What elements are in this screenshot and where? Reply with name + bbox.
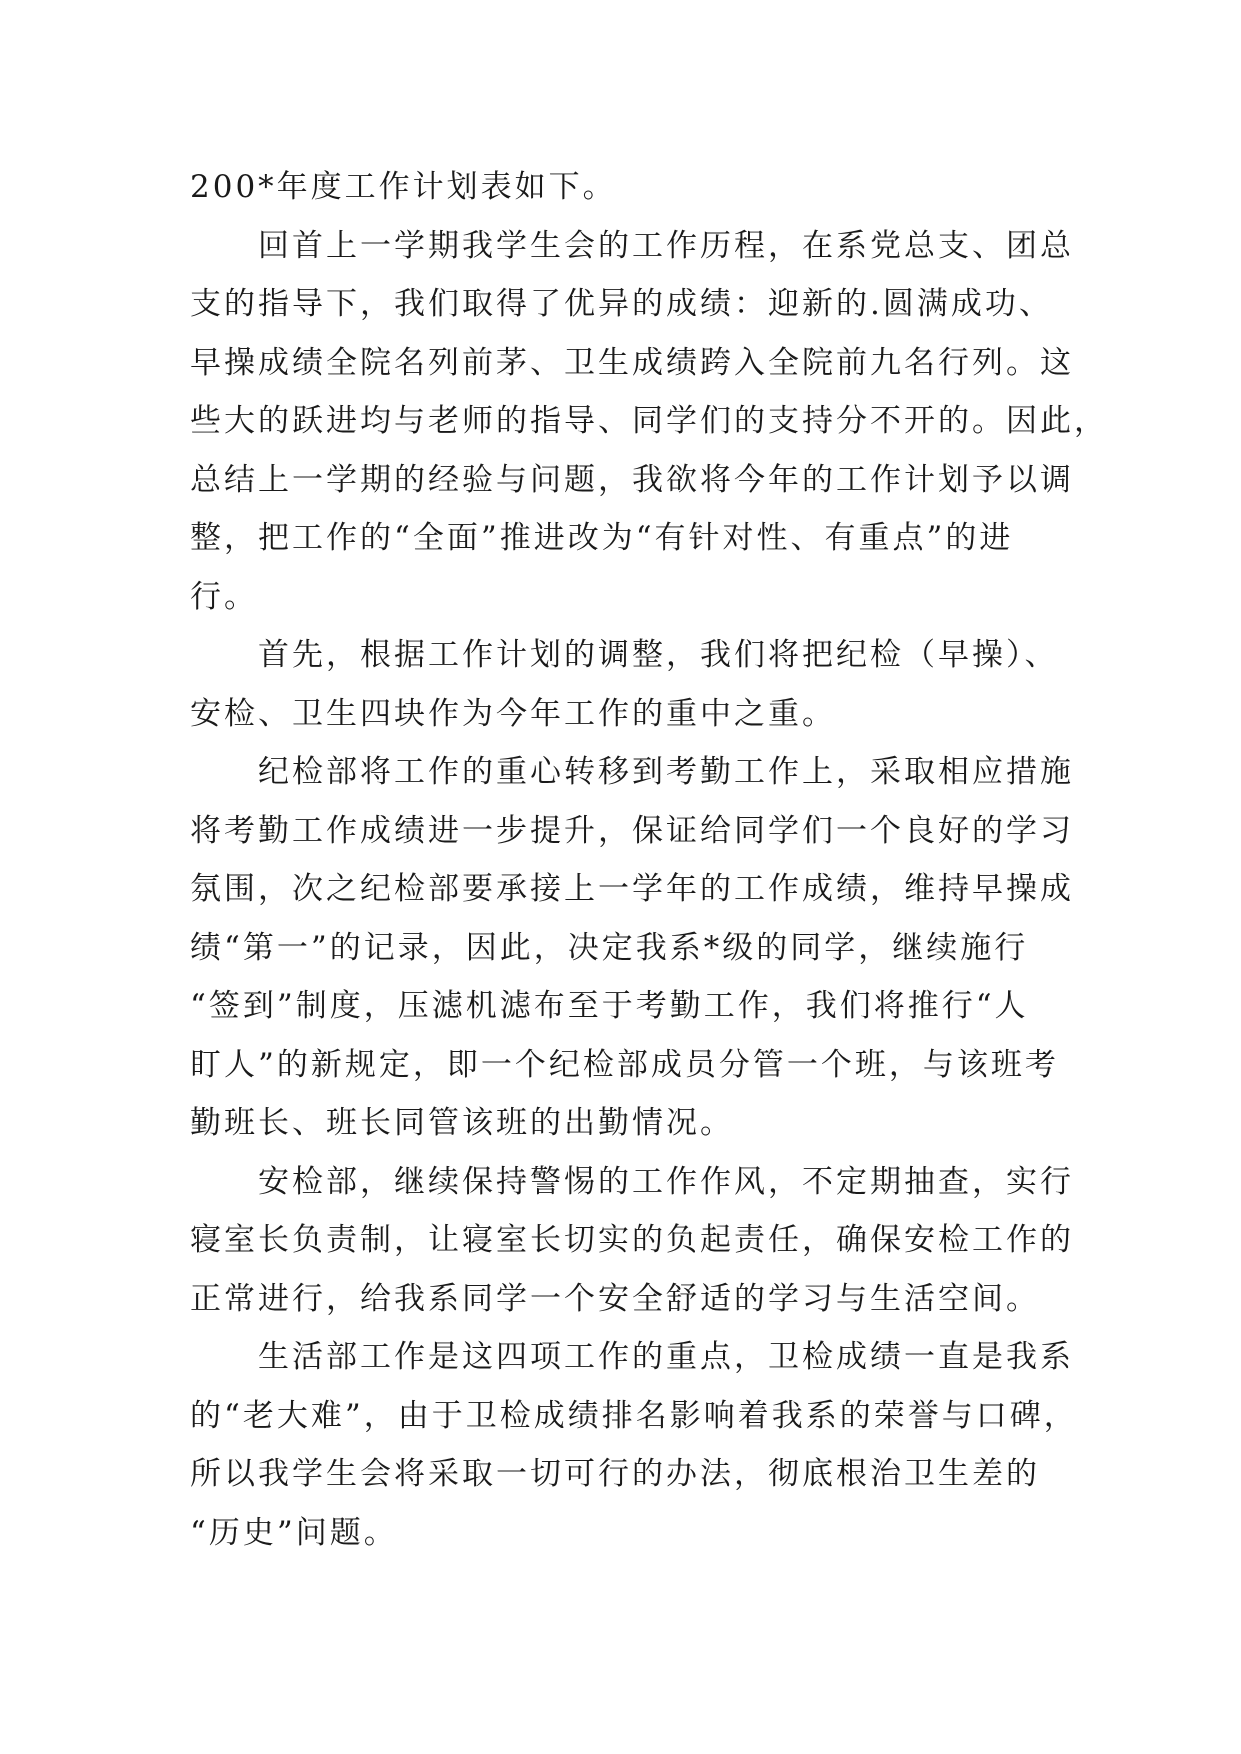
paragraph-start-line: 首先，根据工作计划的调整，我们将把纪检（早操）、 — [258, 637, 1059, 673]
paragraph-start-line: 生活部工作是这四项工作的重点，卫检成绩一直是我系 — [258, 1339, 1074, 1375]
paragraph-start-line: 回首上一学期我学生会的工作历程，在系党总支、团总 — [258, 227, 1074, 264]
text-line: 的“老大难”，由于卫检成绩排名影响着我系的荣誉与口碑， — [190, 1397, 1078, 1434]
text-line: 所以我学生会将采取一切可行的办法，彻底根治卫生差的 — [190, 1456, 1040, 1492]
text-line: 寝室长负责制，让寝室长切实的负起责任，确保安检工作的 — [190, 1222, 1074, 1258]
text-line: “签到”制度，压滤机滤布至于考勤工作，我们将推行“人 — [190, 988, 1029, 1024]
text-line: 支的指导下，我们取得了优异的成绩：迎新的.圆满成功、 — [190, 286, 1053, 322]
text-line: 将考勤工作成绩进一步提升，保证给同学们一个良好的学习 — [190, 812, 1074, 849]
paragraph-start-line: 安检部，继续保持警惕的工作作风，不定期抽查，实行 — [258, 1163, 1074, 1200]
text-line: 行。 — [190, 578, 258, 615]
text-line: 绩“第一”的记录，因此，决定我系*级的同学，继续施行 — [190, 929, 1029, 966]
text-line: 整，把工作的“全面”推进改为“有针对性、有重点”的进 — [190, 520, 1014, 556]
text-line: “历史”问题。 — [190, 1514, 398, 1551]
text-line: 勤班长、班长同管该班的出勤情况。 — [190, 1105, 734, 1141]
text-line: 些大的跃进均与老师的指导、同学们的支持分不开的。因此， — [190, 403, 1108, 439]
text-line: 总结上一学期的经验与问题，我欲将今年的工作计划予以调 — [190, 461, 1074, 498]
text-line: 早操成绩全院名列前茅、卫生成绩跨入全院前九名行列。这 — [190, 344, 1074, 381]
text-line: 安检、卫生四块作为今年工作的重中之重。 — [190, 695, 836, 732]
text-line: 氛围，次之纪检部要承接上一学年的工作成绩，维持早操成 — [190, 871, 1074, 907]
paragraph-start-line: 纪检部将工作的重心转移到考勤工作上，采取相应措施 — [258, 754, 1074, 790]
text-line: 正常进行，给我系同学一个安全舒适的学习与生活空间。 — [190, 1280, 1040, 1317]
text-line: 盯人”的新规定，即一个纪检部成员分管一个班，与该班考 — [190, 1046, 1059, 1083]
document-body — [190, 158, 1108, 1562]
text-line: 200*年度工作计划表如下。 — [190, 169, 617, 205]
